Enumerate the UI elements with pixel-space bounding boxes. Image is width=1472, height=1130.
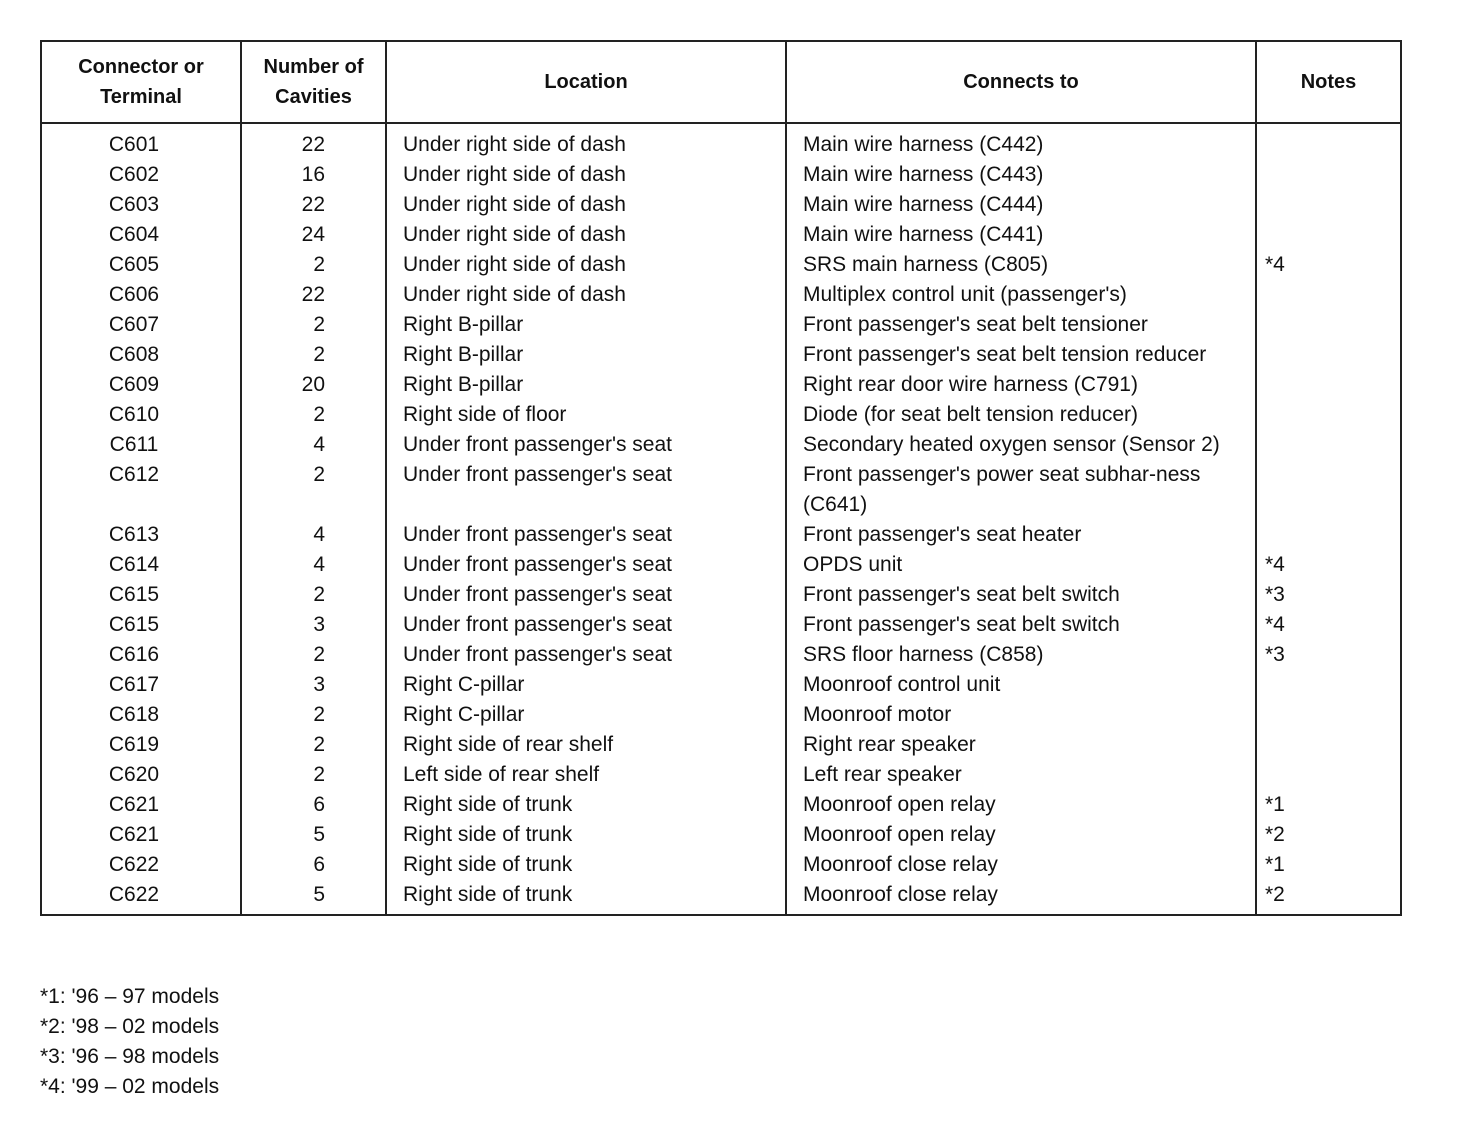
cell-cavities: 4 [241,430,386,460]
table-row [41,820,1401,850]
table-row [41,430,1401,460]
cell-location: Right B-pillar [386,370,786,400]
cell-cavities: 2 [241,640,386,670]
cell-notes [1256,280,1401,310]
table-row [41,220,1401,250]
cell-connector: C618 [41,700,241,730]
table-row [41,190,1401,220]
cell-notes: *2 [1256,820,1401,850]
cell-location: Right side of trunk [386,850,786,880]
cell-connector: C615 [41,580,241,610]
table-row [41,730,1401,760]
table-row [41,700,1401,730]
cell-connector: C613 [41,520,241,550]
cell-location: Under right side of dash [386,123,786,160]
footnote: *2: '98 – 02 models [40,1015,220,1038]
cell-cavities: 6 [241,850,386,880]
cell-connects-to: Multiplex control unit (passenger's) [786,280,1256,310]
cell-cavities: 2 [241,730,386,760]
cell-notes [1256,520,1401,550]
cell-connector: C619 [41,730,241,760]
cell-connects-to: Moonroof open relay [786,820,1256,850]
cell-cavities: 2 [241,460,386,520]
table-row [41,790,1401,820]
cell-connects-to: Moonroof open relay [786,790,1256,820]
cell-notes [1256,760,1401,790]
cell-connector: C607 [41,310,241,340]
cell-connector: C621 [41,820,241,850]
cell-notes: *3 [1256,580,1401,610]
cell-connects-to: Front passenger's seat belt tension reducer [786,340,1256,370]
cell-connector: C610 [41,400,241,430]
cell-connects-to: Moonroof control unit [786,670,1256,700]
cell-connector: C603 [41,190,241,220]
table-row [41,280,1401,310]
cell-connector: C609 [41,370,241,400]
cell-location: Under front passenger's seat [386,610,786,640]
table-body [41,123,1401,915]
cell-notes [1256,340,1401,370]
cell-location: Under front passenger's seat [386,430,786,460]
cell-connects-to: Moonroof motor [786,700,1256,730]
connector-table-container [40,40,1400,916]
cell-connects-to: Moonroof close relay [786,880,1256,915]
header-connects-to: Connects to [786,41,1256,123]
cell-notes [1256,430,1401,460]
cell-connector: C612 [41,460,241,520]
cell-cavities: 2 [241,340,386,370]
table-row [41,610,1401,640]
cell-notes [1256,400,1401,430]
header-connector: Connector or Terminal [41,41,241,123]
cell-cavities: 6 [241,790,386,820]
table-row [41,640,1401,670]
cell-connects-to: Diode (for seat belt tension reducer) [786,400,1256,430]
cell-notes: *1 [1256,790,1401,820]
table-row [41,310,1401,340]
header-location: Location [386,41,786,123]
cell-location: Under front passenger's seat [386,640,786,670]
table-row [41,123,1401,160]
header-cavities: Number of Cavities [241,41,386,123]
cell-connects-to: Front passenger's seat heater [786,520,1256,550]
table-row [41,250,1401,280]
cell-location: Right side of trunk [386,790,786,820]
table-row [41,340,1401,370]
cell-connector: C608 [41,340,241,370]
cell-location: Right side of trunk [386,820,786,850]
cell-notes [1256,310,1401,340]
table-header-row [41,41,1401,123]
cell-connector: C604 [41,220,241,250]
cell-cavities: 3 [241,670,386,700]
cell-cavities: 22 [241,190,386,220]
cell-cavities: 2 [241,400,386,430]
cell-connects-to: Left rear speaker [786,760,1256,790]
cell-notes: *3 [1256,640,1401,670]
table-row [41,760,1401,790]
cell-location: Under right side of dash [386,250,786,280]
table-row [41,850,1401,880]
cell-location: Under right side of dash [386,160,786,190]
table-row [41,160,1401,190]
cell-cavities: 2 [241,700,386,730]
cell-connects-to: Main wire harness (C444) [786,190,1256,220]
cell-cavities: 3 [241,610,386,640]
cell-location: Right side of rear shelf [386,730,786,760]
cell-notes: *2 [1256,880,1401,915]
cell-connects-to: Front passenger's seat belt tensioner [786,310,1256,340]
cell-connector: C611 [41,430,241,460]
table-row [41,520,1401,550]
cell-connector: C602 [41,160,241,190]
cell-location: Under front passenger's seat [386,550,786,580]
cell-connector: C615 [41,610,241,640]
cell-notes [1256,730,1401,760]
cell-cavities: 2 [241,250,386,280]
cell-connects-to: Secondary heated oxygen sensor (Sensor 2) [786,430,1256,460]
table-row [41,580,1401,610]
cell-location: Right B-pillar [386,340,786,370]
cell-connects-to: SRS floor harness (C858) [786,640,1256,670]
cell-cavities: 4 [241,550,386,580]
cell-cavities: 22 [241,123,386,160]
cell-cavities: 22 [241,280,386,310]
connector-table [40,40,1402,916]
cell-cavities: 2 [241,760,386,790]
cell-location: Right B-pillar [386,310,786,340]
cell-location: Right C-pillar [386,700,786,730]
cell-connects-to: Main wire harness (C443) [786,160,1256,190]
cell-location: Right C-pillar [386,670,786,700]
cell-connects-to: Main wire harness (C441) [786,220,1256,250]
table-row [41,460,1401,520]
cell-connector: C601 [41,123,241,160]
cell-location: Left side of rear shelf [386,760,786,790]
table-row [41,400,1401,430]
cell-notes [1256,460,1401,520]
table-row [41,370,1401,400]
cell-notes [1256,670,1401,700]
table-row [41,550,1401,580]
cell-connects-to: Front passenger's power seat subhar-ness (C641) [786,460,1256,520]
cell-connects-to: SRS main harness (C805) [786,250,1256,280]
cell-notes [1256,190,1401,220]
cell-location: Under front passenger's seat [386,520,786,550]
cell-connects-to: Moonroof close relay [786,850,1256,880]
cell-location: Under right side of dash [386,280,786,310]
cell-notes [1256,370,1401,400]
cell-connects-to: Main wire harness (C442) [786,123,1256,160]
footnote: *1: '96 – 97 models [40,985,220,1008]
cell-connects-to: Front passenger's seat belt switch [786,610,1256,640]
cell-connector: C620 [41,760,241,790]
cell-notes [1256,123,1401,160]
cell-notes [1256,160,1401,190]
footnote: *3: '96 – 98 models [40,1045,220,1068]
cell-location: Under right side of dash [386,220,786,250]
cell-location: Under front passenger's seat [386,460,786,520]
cell-connector: C617 [41,670,241,700]
cell-connector: C614 [41,550,241,580]
table-row [41,880,1401,915]
cell-connector: C616 [41,640,241,670]
cell-notes: *4 [1256,550,1401,580]
cell-connects-to: Right rear door wire harness (C791) [786,370,1256,400]
cell-location: Under front passenger's seat [386,580,786,610]
cell-connector: C622 [41,850,241,880]
cell-connector: C621 [41,790,241,820]
cell-location: Right side of floor [386,400,786,430]
cell-notes [1256,220,1401,250]
footnote: *4: '99 – 02 models [40,1075,220,1098]
cell-cavities: 24 [241,220,386,250]
cell-connector: C606 [41,280,241,310]
cell-cavities: 16 [241,160,386,190]
cell-cavities: 2 [241,580,386,610]
cell-cavities: 5 [241,820,386,850]
cell-connects-to: Right rear speaker [786,730,1256,760]
cell-notes: *4 [1256,610,1401,640]
cell-connects-to: OPDS unit [786,550,1256,580]
cell-connector: C605 [41,250,241,280]
header-notes: Notes [1256,41,1401,123]
cell-cavities: 4 [241,520,386,550]
cell-cavities: 2 [241,310,386,340]
table-row [41,670,1401,700]
cell-notes: *1 [1256,850,1401,880]
cell-cavities: 20 [241,370,386,400]
cell-location: Under right side of dash [386,190,786,220]
footnotes [40,982,219,1102]
cell-notes: *4 [1256,250,1401,280]
cell-location: Right side of trunk [386,880,786,915]
cell-connector: C622 [41,880,241,915]
cell-cavities: 5 [241,880,386,915]
cell-notes [1256,700,1401,730]
cell-connects-to: Front passenger's seat belt switch [786,580,1256,610]
